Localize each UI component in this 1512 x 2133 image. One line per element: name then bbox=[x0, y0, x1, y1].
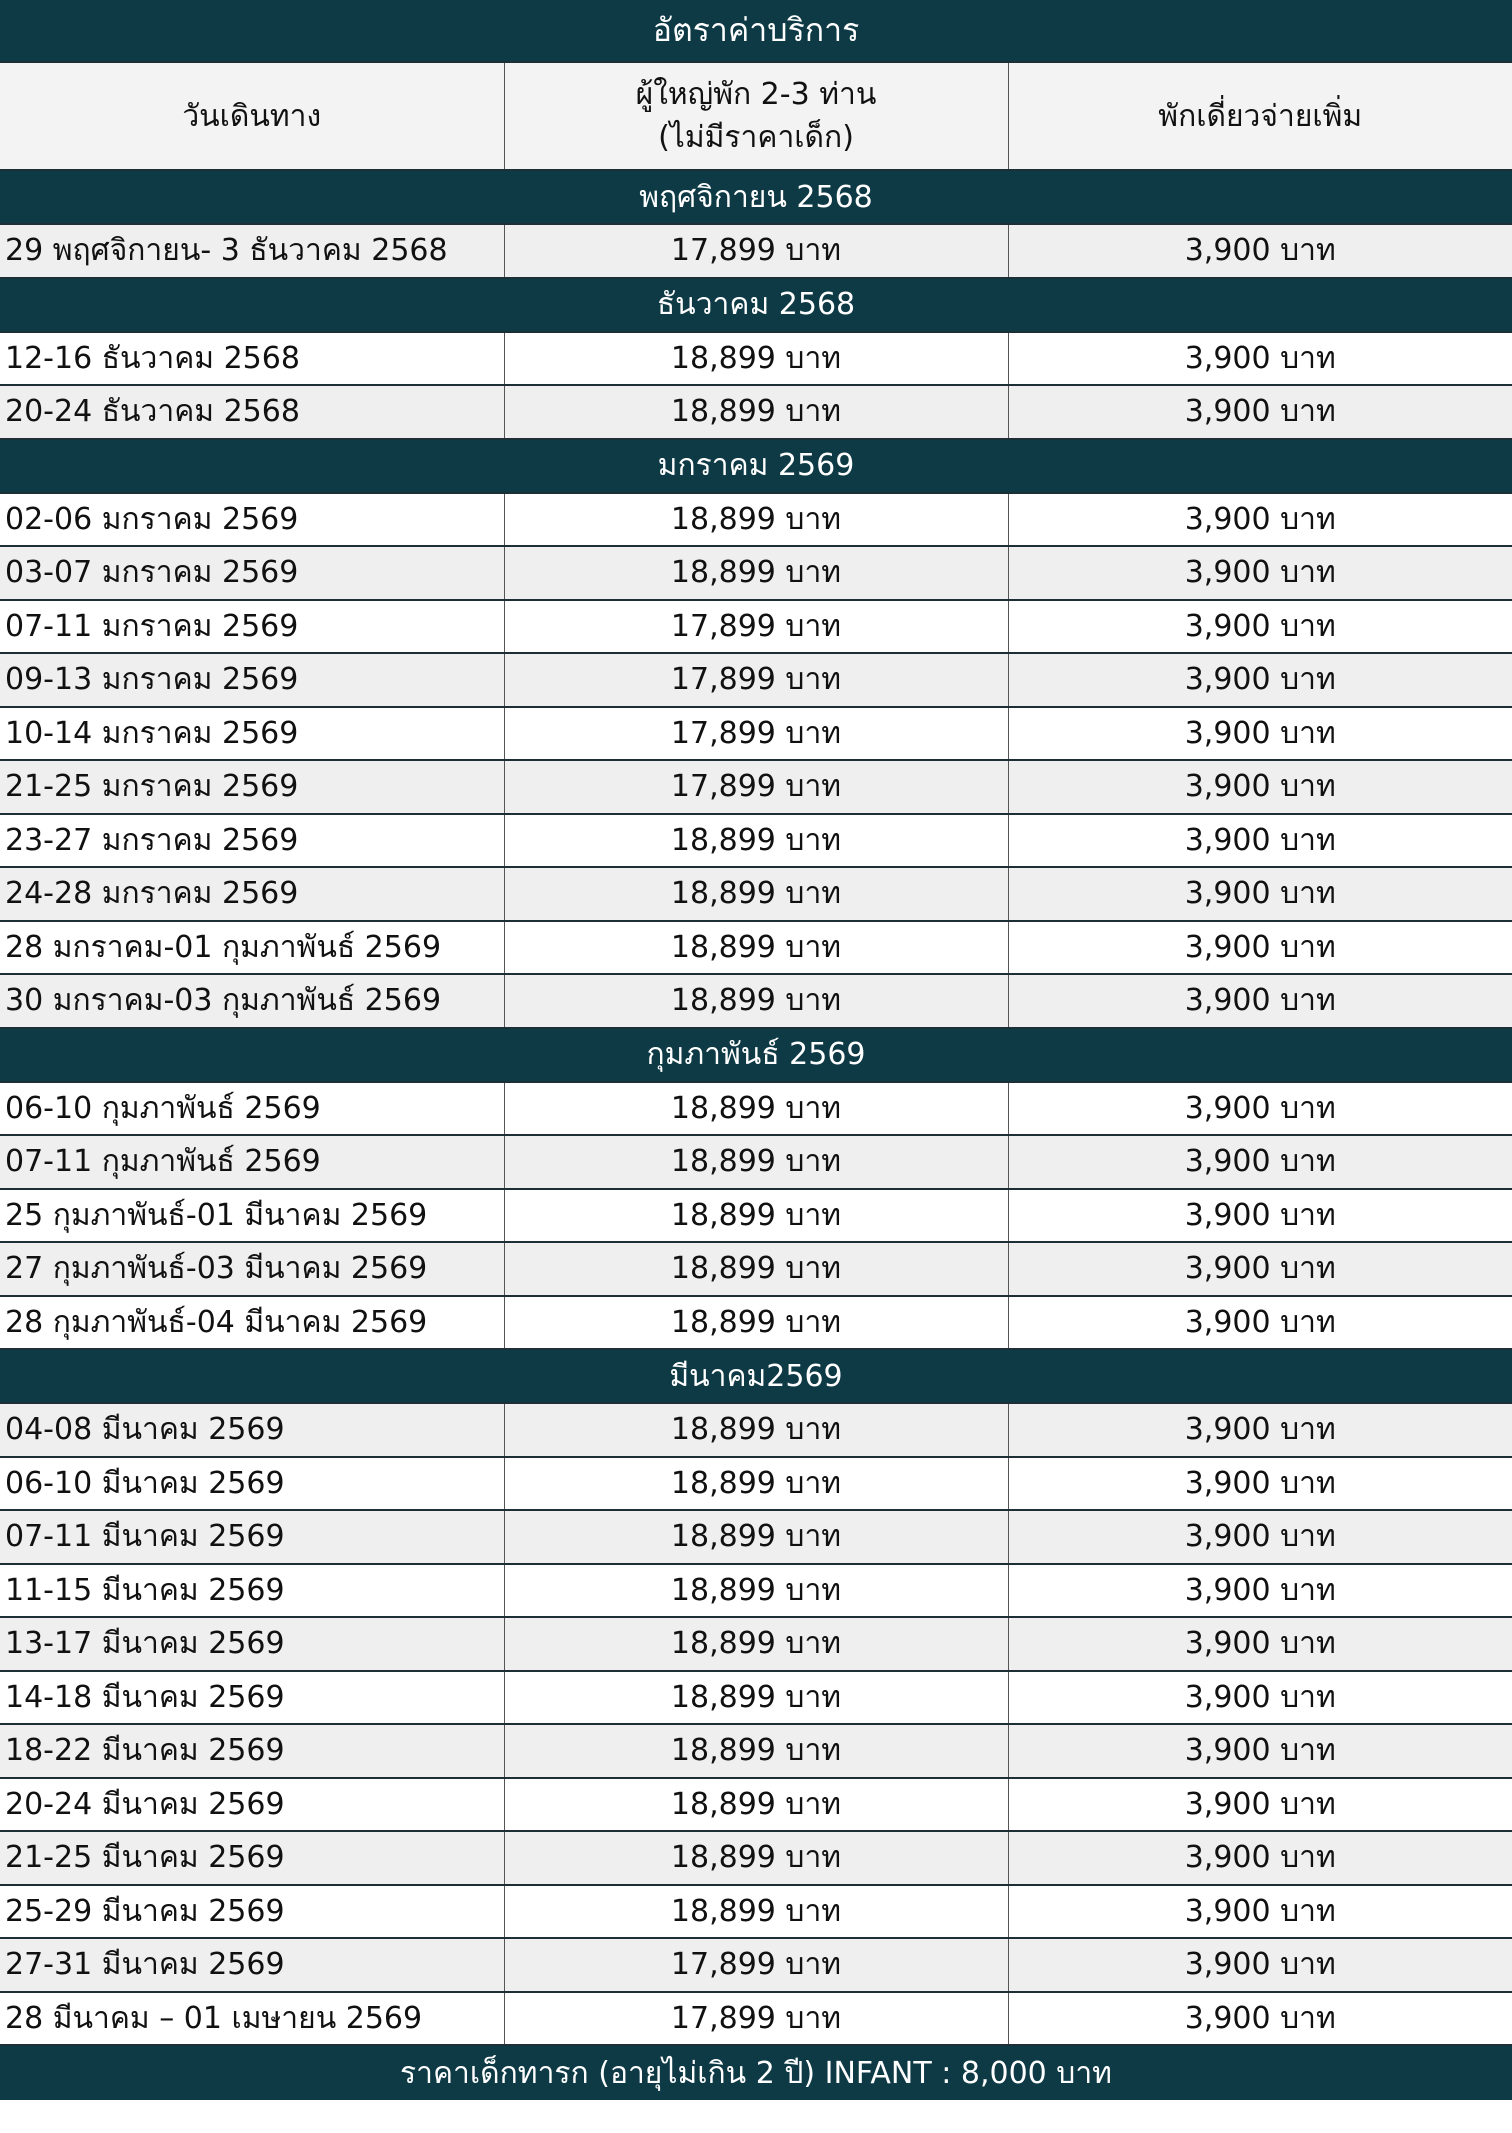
adult-price-cell: 18,899 บาท bbox=[504, 814, 1008, 868]
travel-date-cell: 29 พฤศจิกายน- 3 ธันวาคม 2568 bbox=[0, 224, 504, 278]
table-row bbox=[0, 1403, 1512, 1457]
single-supplement-cell: 3,900 บาท bbox=[1008, 1189, 1512, 1243]
header-travel-date: วันเดินทาง bbox=[0, 62, 504, 170]
travel-date-cell: 07-11 มกราคม 2569 bbox=[0, 600, 504, 654]
adult-price-cell: 18,899 บาท bbox=[504, 1617, 1008, 1671]
table-footer bbox=[0, 2045, 1512, 2100]
adult-price-cell: 18,899 บาท bbox=[504, 1885, 1008, 1939]
adult-price-cell: 18,899 บาท bbox=[504, 974, 1008, 1028]
adult-price-cell: 17,899 บาท bbox=[504, 707, 1008, 761]
adult-price-cell: 18,899 บาท bbox=[504, 1135, 1008, 1189]
table-title: อัตราค่าบริการ bbox=[0, 0, 1512, 62]
adult-price-cell: 18,899 บาท bbox=[504, 1403, 1008, 1457]
month-band bbox=[0, 170, 1512, 224]
single-supplement-cell: 3,900 บาท bbox=[1008, 1457, 1512, 1511]
travel-date-cell: 30 มกราคม-03 กุมภาพันธ์ 2569 bbox=[0, 974, 504, 1028]
travel-date-cell: 21-25 มีนาคม 2569 bbox=[0, 1831, 504, 1885]
month-band bbox=[0, 1349, 1512, 1403]
single-supplement-cell: 3,900 บาท bbox=[1008, 707, 1512, 761]
travel-date-cell: 28 กุมภาพันธ์-04 มีนาคม 2569 bbox=[0, 1296, 504, 1350]
single-supplement-cell: 3,900 บาท bbox=[1008, 1242, 1512, 1296]
travel-date-cell: 10-14 มกราคม 2569 bbox=[0, 707, 504, 761]
month-label: มกราคม 2569 bbox=[0, 439, 1512, 493]
table-row bbox=[0, 1938, 1512, 1992]
adult-price-cell: 17,899 บาท bbox=[504, 760, 1008, 814]
month-band bbox=[0, 1028, 1512, 1082]
table-row bbox=[0, 1724, 1512, 1778]
month-label: ธันวาคม 2568 bbox=[0, 278, 1512, 332]
table-row bbox=[0, 921, 1512, 975]
table-row bbox=[0, 1510, 1512, 1564]
travel-date-cell: 02-06 มกราคม 2569 bbox=[0, 493, 504, 547]
adult-price-cell: 18,899 บาท bbox=[504, 1671, 1008, 1725]
adult-price-cell: 18,899 บาท bbox=[504, 1724, 1008, 1778]
adult-price-cell: 17,899 บาท bbox=[504, 224, 1008, 278]
single-supplement-cell: 3,900 บาท bbox=[1008, 1992, 1512, 2046]
travel-date-cell: 27 กุมภาพันธ์-03 มีนาคม 2569 bbox=[0, 1242, 504, 1296]
adult-price-cell: 17,899 บาท bbox=[504, 1938, 1008, 1992]
travel-date-cell: 28 มีนาคม – 01 เมษายน 2569 bbox=[0, 1992, 504, 2046]
adult-price-cell: 18,899 บาท bbox=[504, 867, 1008, 921]
adult-price-cell: 18,899 บาท bbox=[504, 332, 1008, 386]
travel-date-cell: 13-17 มีนาคม 2569 bbox=[0, 1617, 504, 1671]
single-supplement-cell: 3,900 บาท bbox=[1008, 1885, 1512, 1939]
table-row bbox=[0, 707, 1512, 761]
single-supplement-cell: 3,900 บาท bbox=[1008, 1082, 1512, 1136]
month-label: มีนาคม2569 bbox=[0, 1349, 1512, 1403]
travel-date-cell: 23-27 มกราคม 2569 bbox=[0, 814, 504, 868]
table-row bbox=[0, 546, 1512, 600]
table-row bbox=[0, 1189, 1512, 1243]
single-supplement-cell: 3,900 บาท bbox=[1008, 1671, 1512, 1725]
footer-row bbox=[0, 2045, 1512, 2100]
single-supplement-cell: 3,900 บาท bbox=[1008, 1617, 1512, 1671]
travel-date-cell: 14-18 มีนาคม 2569 bbox=[0, 1671, 504, 1725]
travel-date-cell: 24-28 มกราคม 2569 bbox=[0, 867, 504, 921]
single-supplement-cell: 3,900 บาท bbox=[1008, 1564, 1512, 1618]
table-row bbox=[0, 814, 1512, 868]
table-row bbox=[0, 1831, 1512, 1885]
month-label: พฤศจิกายน 2568 bbox=[0, 170, 1512, 224]
travel-date-cell: 21-25 มกราคม 2569 bbox=[0, 760, 504, 814]
single-supplement-cell: 3,900 บาท bbox=[1008, 1403, 1512, 1457]
single-supplement-cell: 3,900 บาท bbox=[1008, 1778, 1512, 1832]
single-supplement-cell: 3,900 บาท bbox=[1008, 332, 1512, 386]
adult-price-cell: 18,899 บาท bbox=[504, 1831, 1008, 1885]
single-supplement-cell: 3,900 บาท bbox=[1008, 224, 1512, 278]
adult-price-cell: 18,899 บาท bbox=[504, 493, 1008, 547]
adult-price-cell: 18,899 บาท bbox=[504, 1082, 1008, 1136]
travel-date-cell: 28 มกราคม-01 กุมภาพันธ์ 2569 bbox=[0, 921, 504, 975]
table-row bbox=[0, 1992, 1512, 2046]
table-row bbox=[0, 1671, 1512, 1725]
month-band bbox=[0, 278, 1512, 332]
travel-date-cell: 20-24 มีนาคม 2569 bbox=[0, 1778, 504, 1832]
travel-date-cell: 25-29 มีนาคม 2569 bbox=[0, 1885, 504, 1939]
table-row bbox=[0, 1564, 1512, 1618]
travel-date-cell: 11-15 มีนาคม 2569 bbox=[0, 1564, 504, 1618]
adult-price-cell: 18,899 บาท bbox=[504, 1778, 1008, 1832]
table-row bbox=[0, 867, 1512, 921]
table-row bbox=[0, 1242, 1512, 1296]
single-supplement-cell: 3,900 บาท bbox=[1008, 1135, 1512, 1189]
column-header-row bbox=[0, 62, 1512, 170]
adult-price-cell: 17,899 บาท bbox=[504, 600, 1008, 654]
travel-date-cell: 20-24 ธันวาคม 2568 bbox=[0, 385, 504, 439]
table-row bbox=[0, 974, 1512, 1028]
infant-price-note: ราคาเด็กทารก (อายุไม่เกิน 2 ปี) INFANT : 8,000 บาท bbox=[0, 2045, 1512, 2100]
adult-price-cell: 17,899 บาท bbox=[504, 1992, 1008, 2046]
table-row bbox=[0, 1296, 1512, 1350]
single-supplement-cell: 3,900 บาท bbox=[1008, 1831, 1512, 1885]
single-supplement-cell: 3,900 บาท bbox=[1008, 867, 1512, 921]
adult-price-cell: 18,899 บาท bbox=[504, 1242, 1008, 1296]
month-label: กุมภาพันธ์ 2569 bbox=[0, 1028, 1512, 1082]
table-row bbox=[0, 1135, 1512, 1189]
adult-price-cell: 18,899 บาท bbox=[504, 546, 1008, 600]
single-supplement-cell: 3,900 บาท bbox=[1008, 974, 1512, 1028]
single-supplement-cell: 3,900 บาท bbox=[1008, 814, 1512, 868]
title-row bbox=[0, 0, 1512, 62]
travel-date-cell: 07-11 กุมภาพันธ์ 2569 bbox=[0, 1135, 504, 1189]
table-row bbox=[0, 1778, 1512, 1832]
travel-date-cell: 07-11 มีนาคม 2569 bbox=[0, 1510, 504, 1564]
table-row bbox=[0, 760, 1512, 814]
travel-date-cell: 04-08 มีนาคม 2569 bbox=[0, 1403, 504, 1457]
header-adult-line1: ผู้ใหญ่พัก 2-3 ท่าน bbox=[635, 76, 877, 112]
table-row bbox=[0, 332, 1512, 386]
travel-date-cell: 25 กุมภาพันธ์-01 มีนาคม 2569 bbox=[0, 1189, 504, 1243]
single-supplement-cell: 3,900 บาท bbox=[1008, 760, 1512, 814]
single-supplement-cell: 3,900 บาท bbox=[1008, 493, 1512, 547]
month-band bbox=[0, 439, 1512, 493]
single-supplement-cell: 3,900 บาท bbox=[1008, 653, 1512, 707]
table-row bbox=[0, 1082, 1512, 1136]
travel-date-cell: 09-13 มกราคม 2569 bbox=[0, 653, 504, 707]
travel-date-cell: 12-16 ธันวาคม 2568 bbox=[0, 332, 504, 386]
table-row bbox=[0, 385, 1512, 439]
adult-price-cell: 18,899 บาท bbox=[504, 1457, 1008, 1511]
table-row bbox=[0, 1617, 1512, 1671]
table-row bbox=[0, 1457, 1512, 1511]
single-supplement-cell: 3,900 บาท bbox=[1008, 921, 1512, 975]
table-row bbox=[0, 224, 1512, 278]
header-adult-price bbox=[504, 62, 1008, 170]
single-supplement-cell: 3,900 บาท bbox=[1008, 1510, 1512, 1564]
travel-date-cell: 06-10 กุมภาพันธ์ 2569 bbox=[0, 1082, 504, 1136]
single-supplement-cell: 3,900 บาท bbox=[1008, 1938, 1512, 1992]
travel-date-cell: 03-07 มกราคม 2569 bbox=[0, 546, 504, 600]
adult-price-cell: 18,899 บาท bbox=[504, 921, 1008, 975]
table-row bbox=[0, 493, 1512, 547]
adult-price-cell: 18,899 บาท bbox=[504, 1510, 1008, 1564]
table-row bbox=[0, 600, 1512, 654]
single-supplement-cell: 3,900 บาท bbox=[1008, 1724, 1512, 1778]
single-supplement-cell: 3,900 บาท bbox=[1008, 546, 1512, 600]
travel-date-cell: 06-10 มีนาคม 2569 bbox=[0, 1457, 504, 1511]
table-row bbox=[0, 1885, 1512, 1939]
header-single-supplement: พักเดี่ยวจ่ายเพิ่ม bbox=[1008, 62, 1512, 170]
single-supplement-cell: 3,900 บาท bbox=[1008, 1296, 1512, 1350]
travel-date-cell: 27-31 มีนาคม 2569 bbox=[0, 1938, 504, 1992]
single-supplement-cell: 3,900 บาท bbox=[1008, 600, 1512, 654]
single-supplement-cell: 3,900 บาท bbox=[1008, 385, 1512, 439]
adult-price-cell: 18,899 บาท bbox=[504, 1564, 1008, 1618]
adult-price-cell: 17,899 บาท bbox=[504, 653, 1008, 707]
adult-price-cell: 18,899 บาท bbox=[504, 385, 1008, 439]
header-adult-line2: (ไม่มีราคาเด็ก) bbox=[658, 120, 854, 155]
travel-date-cell: 18-22 มีนาคม 2569 bbox=[0, 1724, 504, 1778]
adult-price-cell: 18,899 บาท bbox=[504, 1296, 1008, 1350]
table-row bbox=[0, 653, 1512, 707]
adult-price-cell: 18,899 บาท bbox=[504, 1189, 1008, 1243]
